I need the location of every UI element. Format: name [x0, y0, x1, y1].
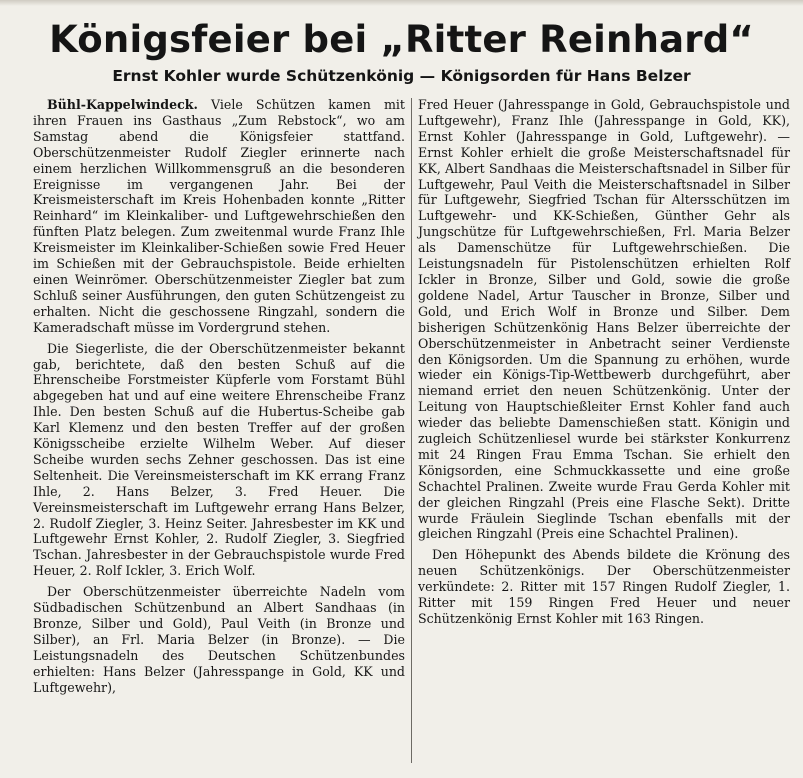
dateline: Bühl-Kappelwindeck. — [47, 97, 198, 112]
paragraph-text: Viele Schützen kamen mit ihren Frauen ins Gasthaus „Zum Rebstock“, wo am Samstag abend die Königsfeier stattfand. Oberschützenmeister Rudolf Ziegler erinnerte nach einem herzlichen Willkommensgruß an die besonderen Ereignisse im vergangenen Jahr. Bei der Kreismeisterschaft im Kreis Hohenbaden konnte „Ritter Reinhard“ im Kleinkaliber- und Luftgewehrschießen den fünften Platz belegen. Zum zweitenmal wurde Franz Ihle Kreismeister im Kleinkaliber-Schießen sowie Fred Heuer im Schießen mit der Gebrauchspistole. Beide erhielten einen Weinrömer. Oberschützenmeister Ziegler bat zum Schluß seiner Ausführungen, den guten Schützengeist zu erhalten. Nicht die geschossene Ringzahl, sondern die Kameradschaft müsse im Vordergrund stehen. — [33, 97, 405, 335]
headline: Königsfeier bei „Ritter Reinhard“ — [49, 18, 754, 61]
page-top-edge — [0, 0, 803, 6]
article-paragraph: Der Oberschützenmeister überreichte Nadeln vom Südbadischen Schützenbund an Albert Sandhaas (in Bronze, Silber und Gold), Paul Veith (in Bronze und Silber), an Frl. Maria Belzer (in Bronze). — Die Leistungsnadeln des Deutschen Schützenbundes erhielten: Hans Belzer (Jahresspange in Gold, KK und Luftgewehr), — [33, 584, 405, 695]
column-divider — [411, 98, 412, 763]
article-paragraph: Die Siegerliste, die der Oberschützenmeister bekannt gab, berichtete, daß den besten Schuß auf die Ehrenscheibe Forstmeister Küpferle vom Forstamt Bühl abgegeben hat und auf eine weitere Ehrenscheibe Franz Ihle. Den besten Schuß auf die Hubertus-Scheibe gab Karl Klemenz und den besten Treffer auf der großen Königsscheibe erzielte Wilhelm Weber. Auf dieser Scheibe wurden sechs Zehner geschossen. Das ist eine Seltenheit. Die Vereinsmeisterschaft im KK errang Franz Ihle, 2. Hans Belzer, 3. Fred Heuer. Die Vereinsmeisterschaft im Luftgewehr errang Hans Belzer, 2. Rudolf Ziegler, 3. Heinz Seiter. Jahresbester im KK und Luftgewehr Ernst Kohler, 2. Rudolf Ziegler, 3. Siegfried Tschan. Jahresbester in der Gebrauchspistole wurde Fred Heuer, 2. Rolf Ickler, 3. Erich Wolf. — [33, 340, 405, 579]
article-paragraph: Den Höhepunkt des Abends bildete die Krönung des neuen Schützenkönigs. Der Oberschützenmeister verkündete: 2. Ritter mit 157 Ringen Rudolf Ziegler, 1. Ritter mit 159 Ringen Fred Heuer und neuer Schützenkönig Ernst Kohler mit 163 Ringen. — [418, 547, 790, 626]
article-column-right — [418, 97, 790, 627]
article-paragraph — [33, 97, 405, 336]
article-paragraph: Fred Heuer (Jahresspange in Gold, Gebrauchspistole und Luftgewehr), Franz Ihle (Jahresspange in Gold, KK), Ernst Kohler (Jahresspange in Gold, Luftgewehr). — Ernst Kohler erhielt die große Meisterschaftsnadel für KK, Albert Sandhaas die Meisterschaftsnadel in Silber für Luftgewehr, Paul Veith die Meisterschaftsnadel in Silber für Luftgewehr, Siegfried Tschan für Altersschützen im Luftgewehr- und KK-Schießen, Günther Gehr als Jungschütze für Luftgewehrschießen, Frl. Maria Belzer als Damenschütze für Luftgewehrschießen. Die Leistungsnadeln für Pistolenschützen erhielten Rolf Ickler in Bronze, Silber und Gold, sowie die große goldene Nadel, Artur Tauscher in Bronze, Silber und Gold, und Erich Wolf in Bronze und Silber. Dem bisherigen Schützenkönig Hans Belzer überreichte der Oberschützenmeister in Anbetracht seiner Verdienste den Königsorden. Um die Spannung zu erhöhen, wurde wieder ein Königs-Tip-Wettbewerb durchgeführt, aber niemand erriet den neuen Schützenkönig. Unter der Leitung von Hauptschießleiter Ernst Kohler fand auch wieder das beliebte Damenschießen statt. Königin und zugleich Schützenliesel wurde bei stärkster Konkurrenz mit 24 Ringen Frau Emma Tschan. Sie erhielt den Königsorden, eine Schmuckkassette und eine große Schachtel Pralinen. Zweite wurde Frau Gerda Kohler mit der gleichen Ringzahl (Preis eine Flasche Sekt). Dritte wurde Fräulein Sieglinde Tschan ebenfalls mit der gleichen Ringzahl (Preis eine Schachtel Pralinen). — [418, 97, 790, 542]
subheadline: Ernst Kohler wurde Schützenkönig — Königsorden für Hans Belzer — [112, 67, 691, 85]
article-column-left — [33, 97, 405, 696]
